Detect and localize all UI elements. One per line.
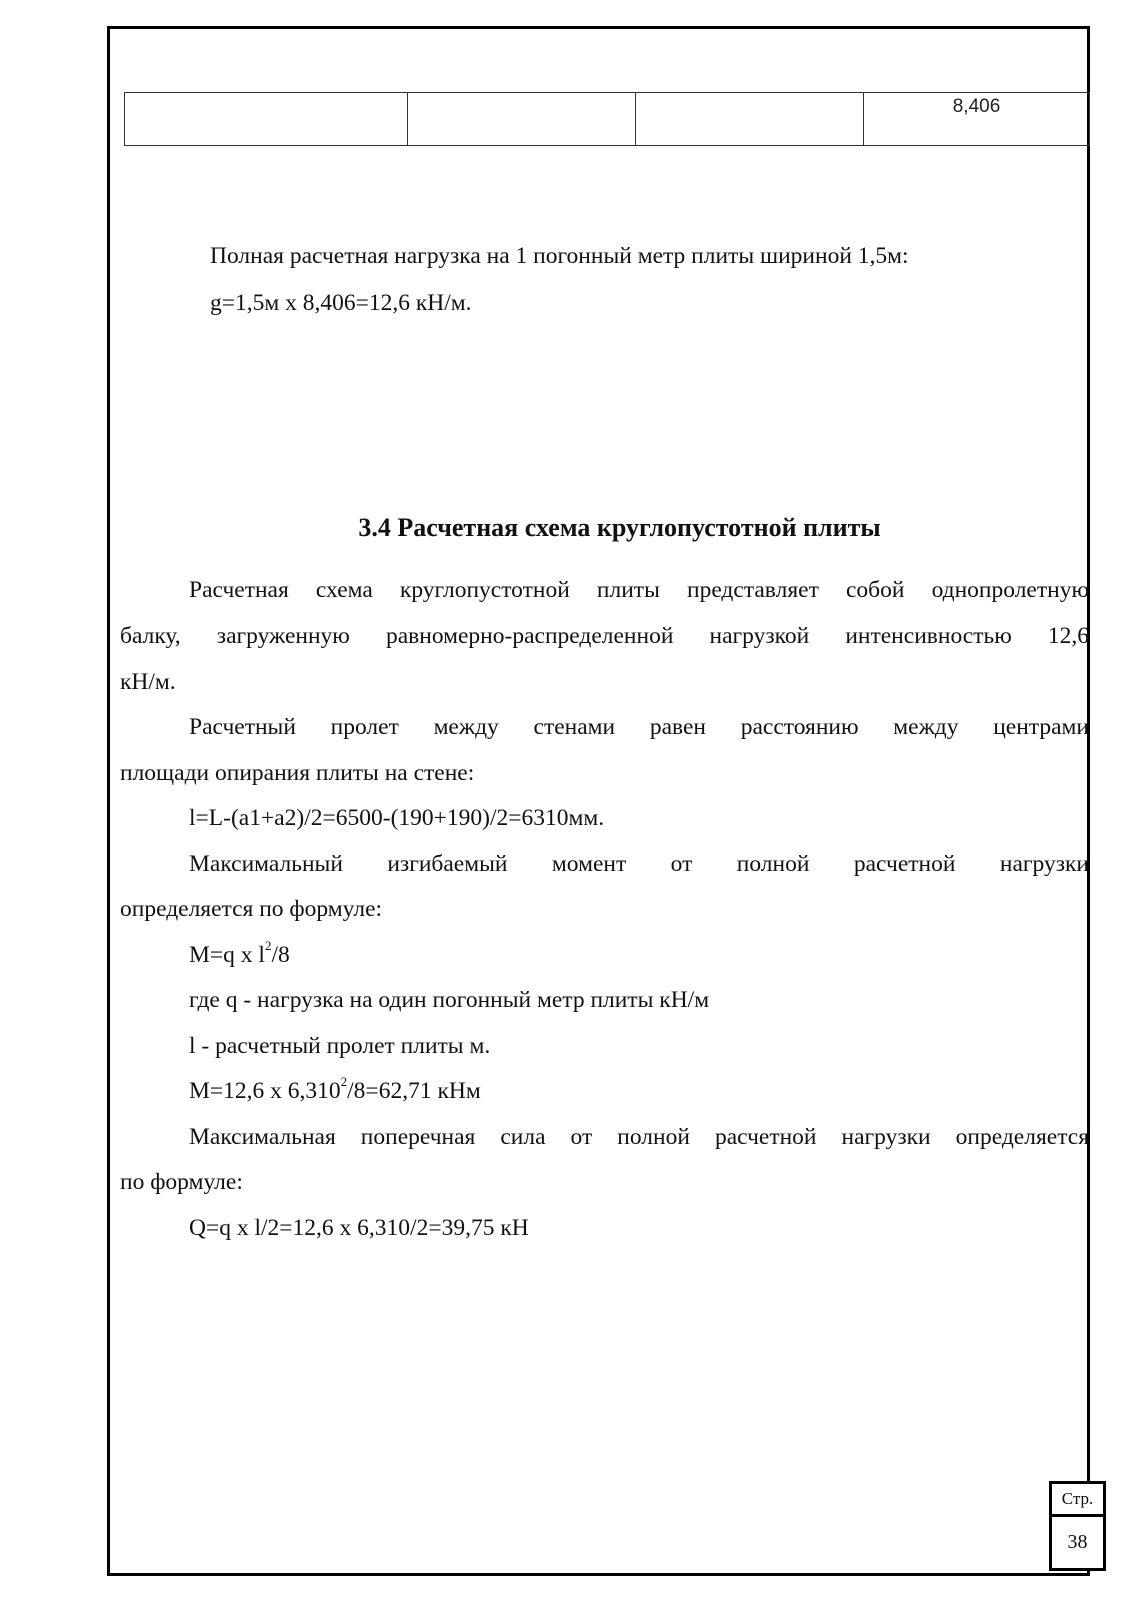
moment-calculation xyxy=(189,1074,481,1105)
formula-text: /8 xyxy=(271,942,290,968)
total-load-text: Полная расчетная нагрузка на 1 погонный метр плиты шириной 1,5м: xyxy=(210,243,909,269)
section-heading: 3.4 Расчетная схема круглопустотной плиты xyxy=(358,513,881,542)
formula-superscript: 2 xyxy=(340,1074,348,1090)
formula-text: M=12,6 х 6,310 xyxy=(189,1078,341,1104)
paragraph-line: Расчетная схема круглопустотной плиты представляет собой однопролетную xyxy=(189,577,1089,603)
table-cell-value: 8,406 xyxy=(864,93,1090,146)
page-number: 38 xyxy=(1067,1531,1088,1553)
table-cell xyxy=(125,93,408,146)
definition-line: l - расчетный пролет плиты м. xyxy=(189,1033,491,1059)
total-load-formula: g=1,5м х 8,406=12,6 кН/м. xyxy=(210,290,472,316)
page-label: Стр. xyxy=(1052,1484,1103,1517)
page-number-stamp xyxy=(1049,1481,1106,1571)
table-cell xyxy=(636,93,864,146)
formula-text: /8=62,71 кНм xyxy=(347,1078,481,1104)
moment-formula xyxy=(189,938,290,969)
paragraph-line: определяется по формуле: xyxy=(120,896,383,922)
shear-formula: Q=q х l/2=12,6 х 6,310/2=39,75 кН xyxy=(189,1215,529,1241)
paragraph-line: по формуле: xyxy=(120,1169,243,1195)
paragraph-line: Максимальная поперечная сила от полной расчетной нагрузки определяется xyxy=(189,1124,1089,1150)
table-cell xyxy=(408,93,636,146)
load-table xyxy=(124,92,1090,146)
paragraph-line: Расчетный пролет между стенами равен расстоянию между центрами xyxy=(189,714,1089,740)
table-row xyxy=(125,93,1090,146)
formula-text: M=q х l xyxy=(189,942,265,968)
formula-superscript: 2 xyxy=(264,938,272,954)
paragraph-line: Максимальный изгибаемый момент от полной расчетной нагрузки xyxy=(189,851,1089,877)
paragraph-line: кН/м. xyxy=(120,669,176,695)
definition-line: где q - нагрузка на один погонный метр плиты кН/м xyxy=(189,987,710,1013)
paragraph-line: площади опирания плиты на стене: xyxy=(120,760,475,786)
span-formula: l=L-(a1+a2)/2=6500-(190+190)/2=6310мм. xyxy=(189,805,605,831)
paragraph-line: балку, загруженную равномерно-распределенной нагрузкой интенсивностью 12,6 xyxy=(120,623,1089,649)
